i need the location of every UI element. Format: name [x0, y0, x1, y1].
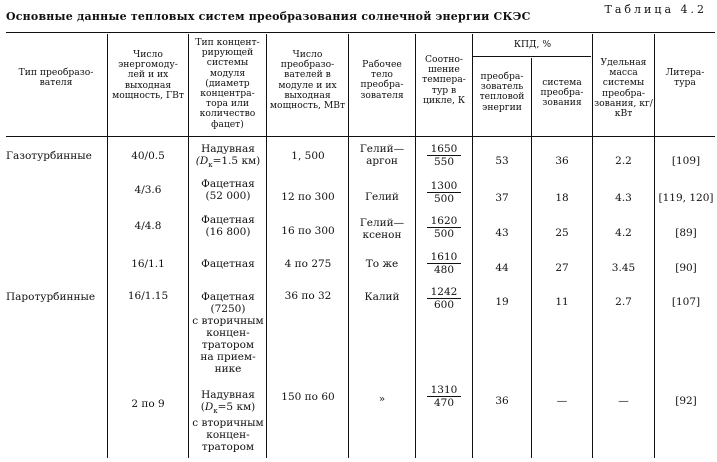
cell-type: Паротурбинные [6, 291, 96, 303]
cell-eff-converter: 53 [495, 155, 509, 167]
cell-modules: 40/0.5 [131, 150, 165, 162]
cell-modules: 4/3.6 [134, 184, 162, 196]
header-type: Тип преобразо-вателя [18, 67, 94, 89]
cell-modules: 16/1.15 [127, 290, 169, 302]
cell-converters: 1, 500 [291, 150, 325, 162]
denominator: 550 [433, 156, 455, 168]
text: тратором [201, 339, 255, 351]
cell-converters: 4 по 275 [284, 258, 332, 270]
column-divider [348, 34, 349, 458]
header-mass: Удельная масса системы преобра-зования, кг/кВт [594, 57, 653, 120]
text: к [208, 161, 213, 170]
text: =1.5 км) [212, 155, 261, 167]
text: Надувная [201, 143, 255, 155]
header-eff-converter: преобра-зователь тепловой энергии [479, 71, 525, 113]
column-divider [107, 34, 108, 458]
cell-eff-system: 25 [555, 227, 569, 239]
cell-temperature-ratio [419, 251, 469, 276]
cell-mass: 2.2 [615, 155, 632, 167]
cell-working-body [350, 217, 414, 241]
text: нике [214, 363, 242, 375]
cell-eff-system: — [556, 395, 568, 407]
cell-concentrator: Надувная ($D_к=5$ км) с вторичным концен- тратором [192, 389, 264, 454]
cell-eff-converter: 44 [495, 262, 509, 274]
denominator: 600 [433, 299, 455, 311]
cell-temperature-ratio [419, 180, 469, 205]
text: тратором [201, 441, 255, 454]
cell-working-body: Гелий [365, 191, 399, 203]
header-literature: Литера-тура [665, 67, 705, 89]
text: (16 800) [205, 226, 251, 238]
text: к [213, 407, 218, 416]
cell-literature: [92] [675, 395, 697, 407]
header-temperature: Соотно-шение темпера-тур в цикле, К [422, 54, 466, 106]
header-concentrator: Тип концент-рирующей системы модуля (диаметр концентра-тора или количество фацет) [195, 37, 260, 130]
cell-eff-system: 36 [555, 155, 569, 167]
table-number: Таблица 4.2 [604, 3, 707, 16]
cell-mass: 4.3 [615, 192, 632, 204]
cell-eff-converter: 43 [495, 227, 509, 239]
cell-working-body: » [378, 393, 386, 405]
cell-concentrator [188, 214, 268, 238]
cell-concentrator [188, 291, 268, 375]
cell-mass: 3.45 [611, 262, 636, 274]
numerator: 1242 [427, 286, 462, 299]
cell-literature: [107] [671, 296, 701, 308]
denominator: 500 [433, 193, 455, 205]
denominator: 500 [433, 228, 455, 240]
numerator: 1300 [427, 180, 462, 193]
cell-temperature-ratio [419, 143, 469, 168]
cell-literature: [90] [675, 262, 697, 274]
text: на прием- [200, 351, 256, 363]
cell-concentrator [188, 178, 268, 202]
cell-mass: 4.2 [615, 227, 632, 239]
numerator: 1650 [427, 143, 462, 156]
efficiency-subrule [472, 56, 591, 57]
text: ксенон [362, 229, 402, 241]
column-divider [654, 34, 655, 458]
text: концен- [206, 429, 250, 442]
header-modules: Число энергомоду-лей и их выходная мощность, ГВт [112, 49, 184, 101]
numerator: 1620 [427, 215, 462, 228]
text: Фацетная [201, 178, 255, 190]
cell-mass: 2.7 [615, 296, 632, 308]
text: Надувная [201, 389, 255, 401]
text: =5 км) [217, 401, 256, 413]
cell-converters: 150 по 60 [281, 391, 335, 403]
cell-modules: 2 по 9 [131, 398, 165, 410]
cell-temperature-ratio [419, 384, 469, 409]
numerator: 1310 [427, 384, 462, 397]
column-divider [531, 58, 532, 458]
table-caption: Основные данные тепловых систем преобразования солнечной энергии СКЭС [6, 10, 531, 23]
cell-working-body [350, 143, 414, 167]
cell-mass: — [618, 395, 629, 407]
text: (52 000) [205, 190, 251, 202]
text: с вторичным [192, 417, 264, 430]
cell-converters: 12 по 300 [281, 191, 335, 203]
cell-eff-system: 18 [555, 192, 569, 204]
cell-eff-system: 27 [555, 262, 569, 274]
text: Гелий— [359, 143, 405, 155]
cell-working-body: Калий [364, 291, 400, 303]
cell-eff-converter: 19 [495, 296, 509, 308]
header-rule [6, 136, 715, 137]
cell-eff-converter: 37 [495, 192, 509, 204]
top-rule [6, 32, 715, 33]
header-eff-system: система преобра-зования [540, 77, 584, 109]
denominator: 480 [433, 264, 455, 276]
cell-working-body: То же [365, 258, 399, 270]
text: Фацетная [201, 214, 255, 226]
text: Гелий— [359, 217, 405, 229]
text: с вторичным [192, 315, 264, 327]
text: Фацетная [201, 291, 255, 303]
text: концен- [206, 327, 250, 339]
cell-temperature-ratio [419, 215, 469, 240]
cell-modules: 16/1.1 [131, 258, 165, 270]
cell-type: Газотурбинные [6, 150, 92, 162]
column-divider [415, 34, 416, 458]
cell-literature: [119, 120] [658, 192, 714, 204]
cell-concentrator [188, 143, 268, 171]
header-converters: Число преобразо-вателей в модуле и их выходная мощность, МВт [269, 49, 346, 112]
denominator: 470 [433, 397, 455, 409]
column-divider [472, 34, 473, 458]
cell-temperature-ratio [419, 286, 469, 311]
cell-modules: 4/4.8 [134, 220, 162, 232]
header-efficiency: КПД, % [513, 39, 552, 50]
text: D [204, 401, 214, 413]
numerator: 1610 [427, 251, 462, 264]
text: аргон [366, 155, 398, 167]
cell-converters: 36 по 32 [284, 290, 332, 302]
cell-converters: 16 по 300 [281, 225, 335, 237]
text: (7250) [210, 303, 246, 315]
cell-literature: [109] [671, 155, 701, 167]
text: (D [195, 155, 209, 167]
cell-eff-converter: 36 [495, 395, 509, 407]
cell-eff-system: 11 [555, 296, 569, 308]
cell-concentrator: Фацетная [201, 258, 255, 270]
cell-literature: [89] [675, 227, 697, 239]
column-divider [592, 34, 593, 458]
header-working-body: Рабочее тело преобра-зователя [360, 59, 404, 101]
